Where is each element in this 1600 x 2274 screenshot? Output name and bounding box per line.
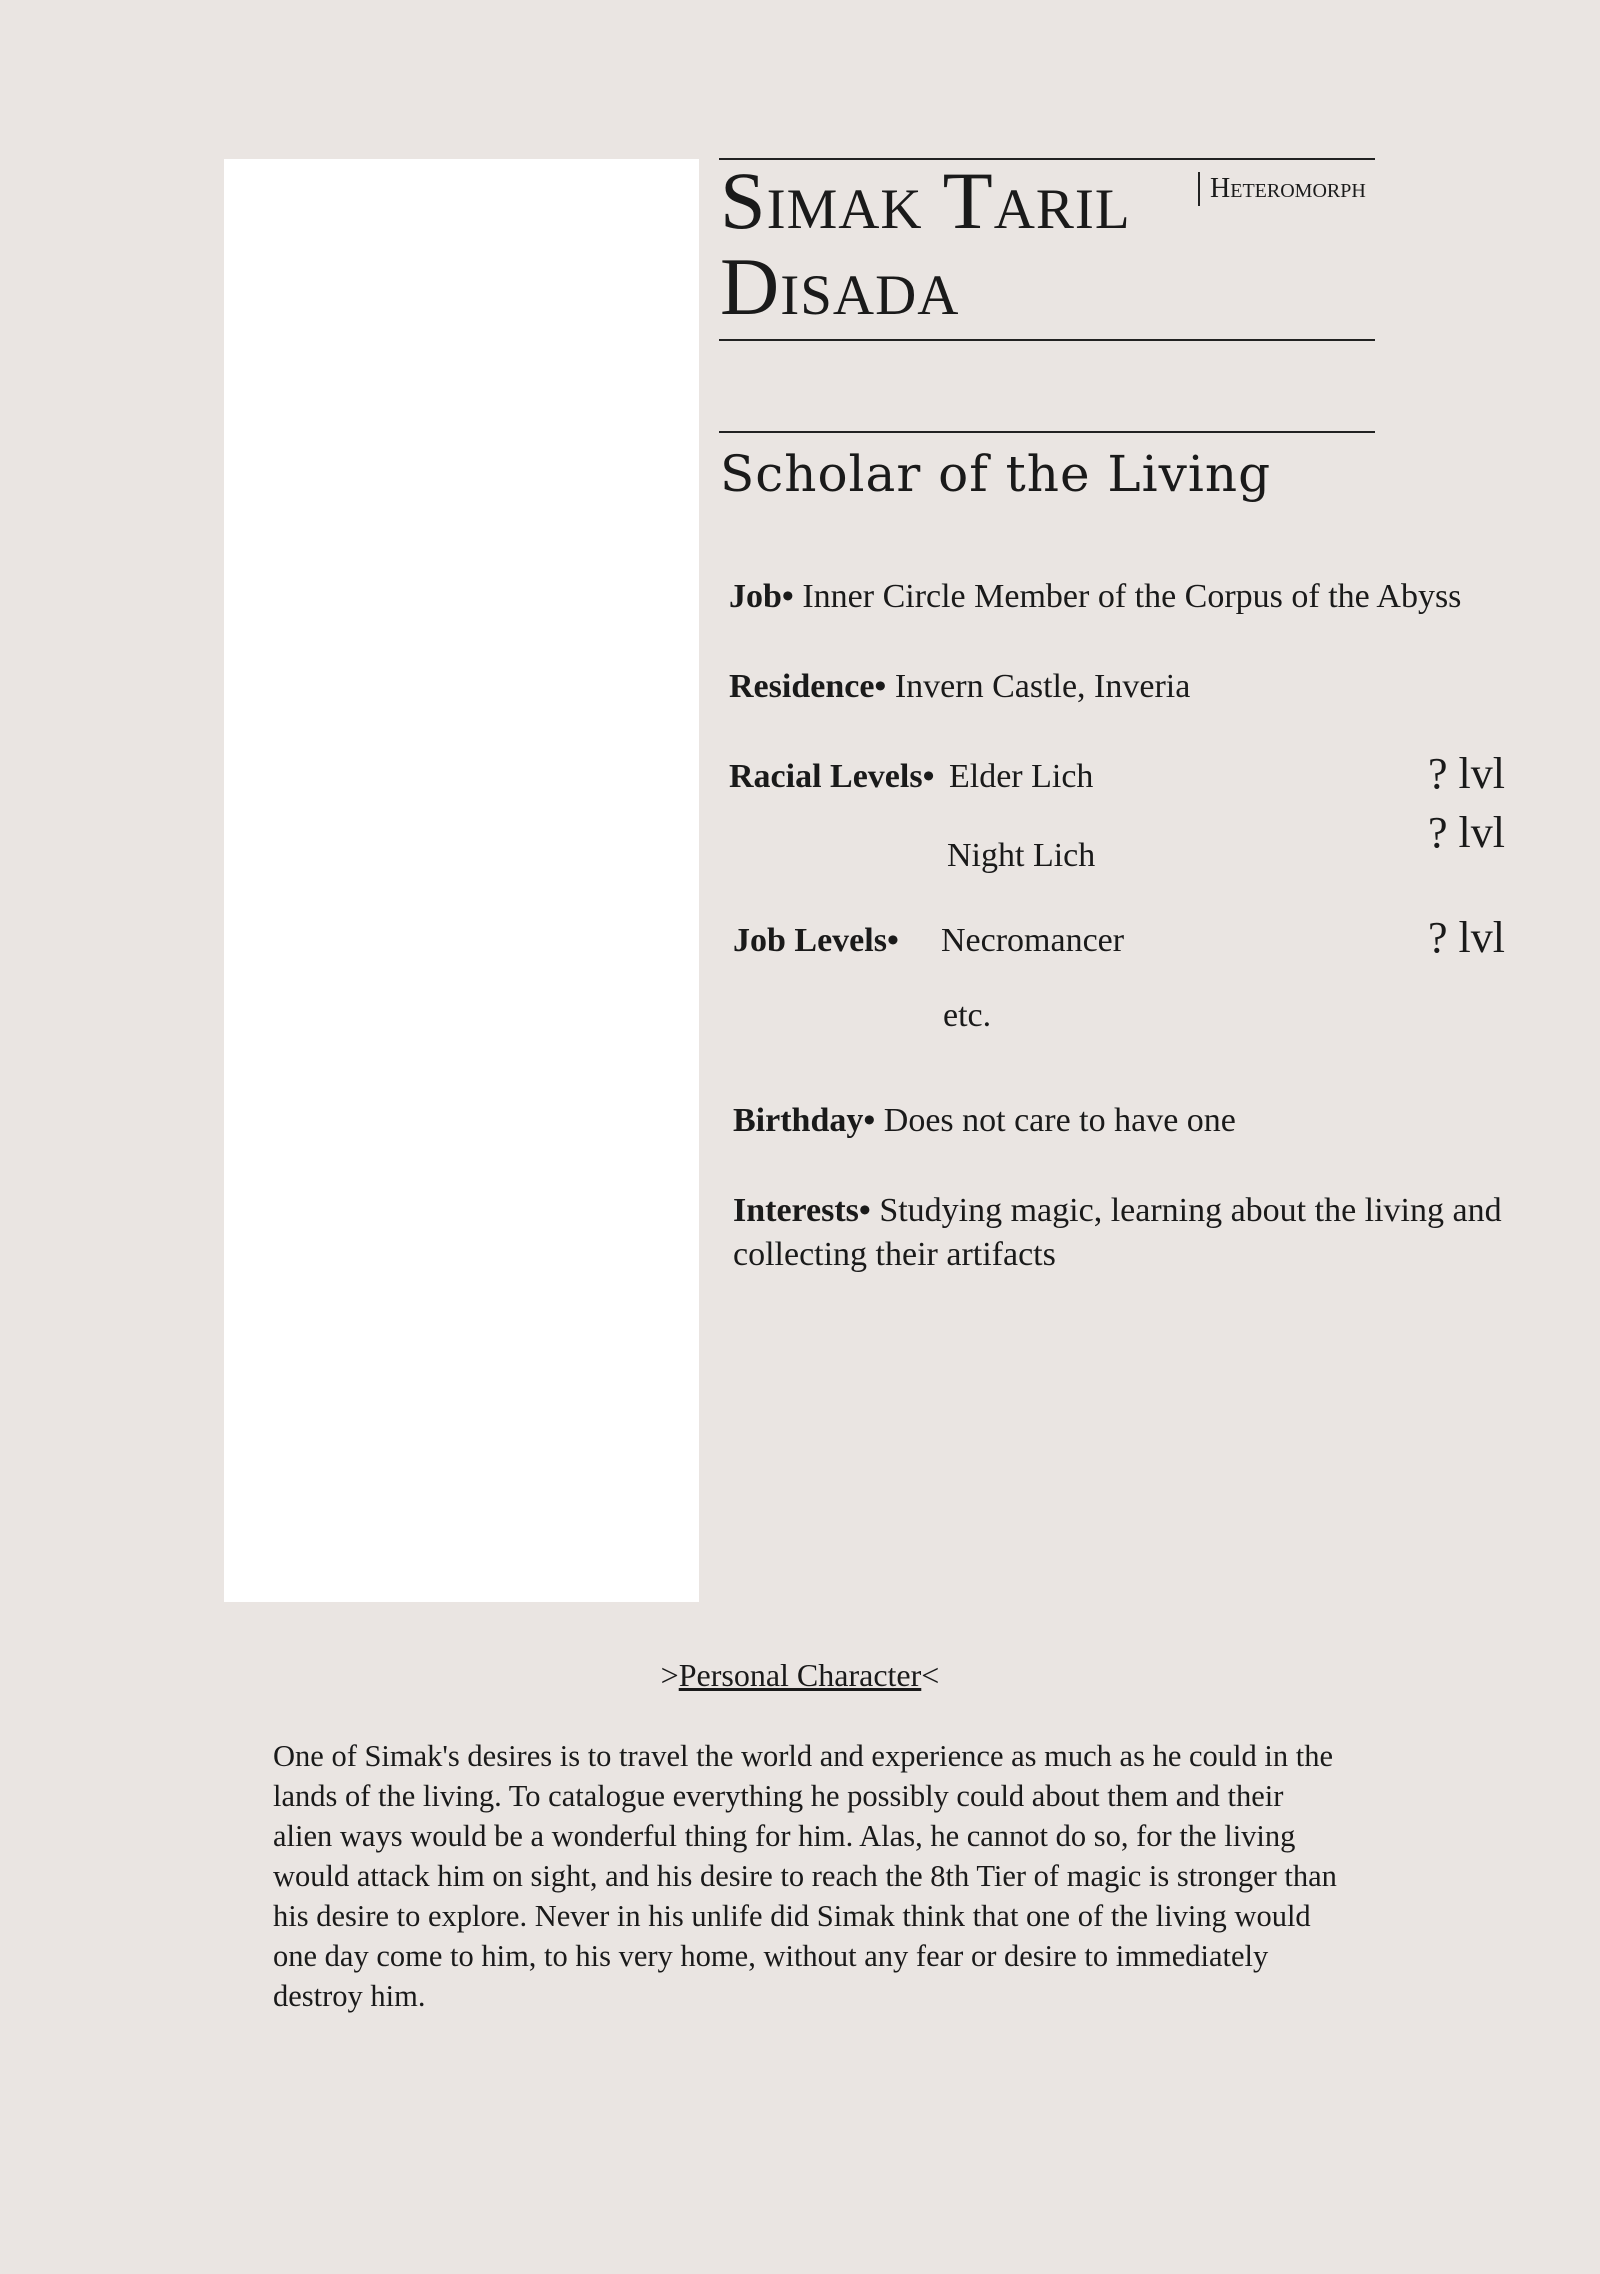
character-title: Scholar of the Living: [720, 445, 1272, 503]
residence-value: Invern Castle, Inveria: [894, 668, 1191, 705]
character-race: Heteromorph: [1198, 172, 1366, 206]
birthday-label: Birthday: [733, 1102, 864, 1139]
interests-label: Interests: [733, 1192, 859, 1229]
job-level-name: Necromancer: [941, 922, 1125, 959]
character-name: Simak Taril Disada: [720, 155, 1131, 332]
name-bottom-rule: [719, 339, 1375, 341]
racial-levels-label-row: Racial Levels•: [729, 758, 935, 795]
residence-field: Residence• Invern Castle, Inveria: [729, 668, 1191, 705]
racial-level-name: Elder Lich: [949, 758, 1094, 795]
job-value: Inner Circle Member of the Corpus of the Abyss: [802, 578, 1462, 615]
job-levels-label: Job Levels: [733, 922, 887, 959]
racial-levels-label: Racial Levels: [729, 758, 923, 795]
section-heading-title: Personal Character: [678, 1657, 922, 1693]
section-heading-suffix: <: [921, 1657, 940, 1693]
birthday-value: Does not care to have one: [883, 1102, 1236, 1139]
section-heading-prefix: >: [660, 1657, 679, 1693]
job-field: Job• Inner Circle Member of the Corpus of the Abyss: [729, 578, 1462, 615]
racial-level-value: ? lvl: [1428, 808, 1505, 857]
job-level-name: etc.: [943, 997, 992, 1034]
portrait-placeholder: [224, 159, 699, 1602]
interests-field: Interests• Studying magic, learning about the living and collecting their artifacts: [733, 1192, 1502, 1273]
birthday-field: Birthday• Does not care to have one: [733, 1102, 1236, 1139]
title-top-rule: [719, 431, 1375, 433]
racial-level-name: Night Lich: [947, 837, 1096, 874]
job-level-value: ? lvl: [1428, 913, 1505, 962]
personal-character-text: One of Simak's desires is to travel the world and experience as much as he could in the lands of the living. To catalogue everything he possibly could about them and their alien ways would be a wonderful thing for him. Alas, he cannot do so, for the living would attack him on sight, and his desire to reach the 8th Tier of magic is stronger than his desire to explore. Never in his unlife did Simak think that one of the living would one day come to him, to his very home, without any fear or desire to immediately destroy him.: [273, 1739, 1337, 2013]
job-label: Job: [729, 578, 782, 615]
racial-level-value: ? lvl: [1428, 749, 1505, 798]
section-heading: [0, 1655, 1600, 1695]
residence-label: Residence: [729, 668, 875, 705]
job-levels-label-row: Job Levels•: [733, 922, 899, 959]
interests-value: Studying magic, learning about the living and collecting their artifacts: [733, 1192, 1502, 1273]
